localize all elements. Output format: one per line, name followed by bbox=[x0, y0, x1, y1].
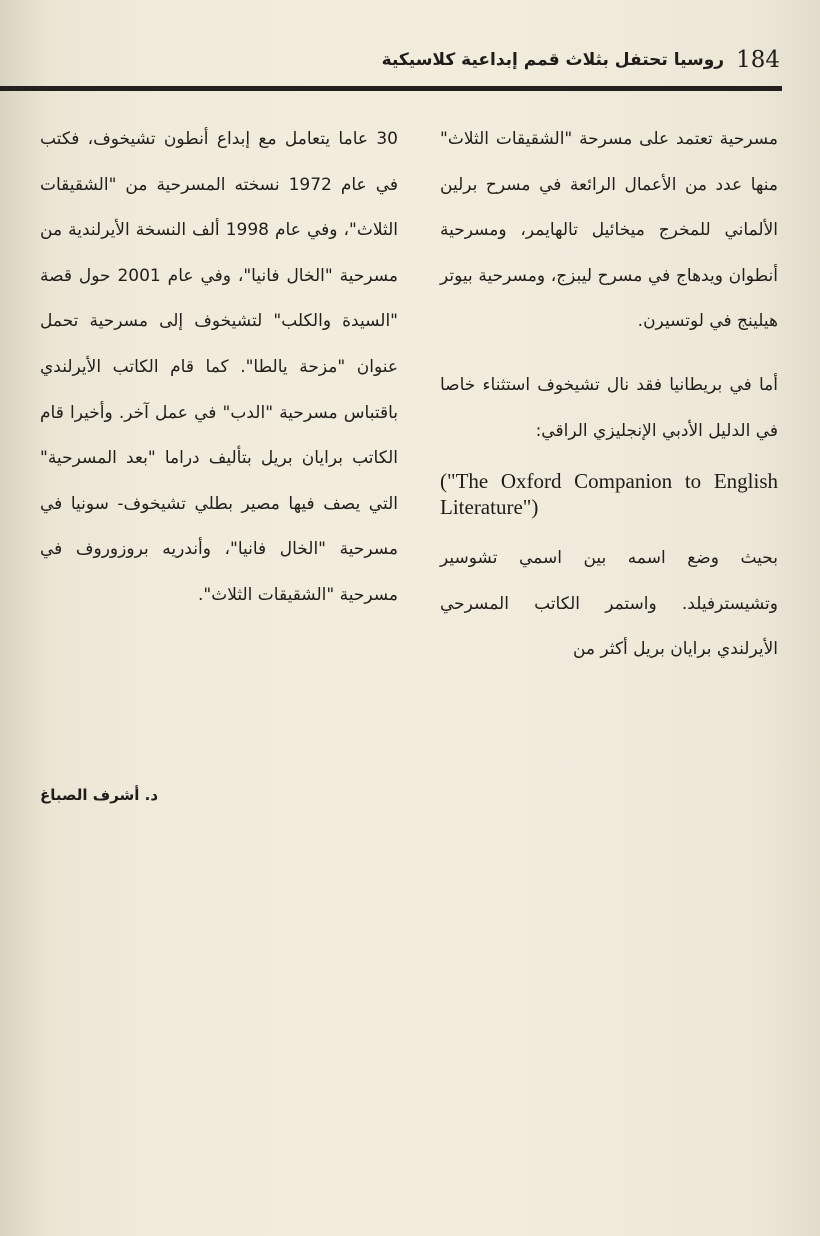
left-paragraph-1: 30 عاما يتعامل مع إبداع أنطون تشيخوف، فكتب في عام 1972 نسخته المسرحية من "الشقيقات الثلاث"، وفي عام 1998 ألف النسخة الأيرلندية من مسرحية "الخال فانيا"، وفي عام 2001 حول قصة "السيدة والكلب" لتشيخوف إلى مسرحية تحمل عنوان "مزحة يالطا". كما قام الكاتب الأيرلندي باقتباس مسرحية "الدب" في عمل آخر. وأخيرا قام الكاتب برايان بريل بتأليف دراما "بعد المسرحية" التي يصف فيها مصير بطلي تشيخوف- سونيا في مسرحية "الخال فانيا"، وأندريه بروزوروف في مسرحية "الشقيقات الثلاث". bbox=[40, 129, 398, 605]
running-title: روسيا تحتفل بثلاث قمم إبداعية كلاسيكية bbox=[381, 50, 725, 70]
right-paragraph-3: بحيث وضع اسمه بين اسمي تشوسير وتشيسترفيلد. واستمر الكاتب المسرحي الأيرلندي برايان بريل أكثر من bbox=[440, 548, 778, 660]
left-column bbox=[40, 117, 398, 619]
author-signature: د. أشرف الصباغ bbox=[40, 786, 159, 804]
right-column bbox=[440, 117, 778, 673]
page-header bbox=[360, 40, 780, 80]
header-rule bbox=[0, 86, 782, 91]
page-number: 184 bbox=[736, 47, 780, 73]
english-book-title: ("The Oxford Companion to English Literature") bbox=[440, 469, 778, 520]
right-paragraph-2: أما في بريطانيا فقد نال تشيخوف استثناء خاصا في الدليل الأدبي الإنجليزي الراقي: bbox=[440, 374, 778, 441]
right-paragraph-1: مسرحية تعتمد على مسرحة "الشقيقات الثلاث" منها عدد من الأعمال الرائعة في مسرح برلين الألماني للمخرج ميخائيل تالهايمر، ومسرحية أنطوان ويدهاج في مسرح ليبزج، ومسرحية بيوتر هيلينج في لوتسيرن. bbox=[440, 129, 778, 332]
